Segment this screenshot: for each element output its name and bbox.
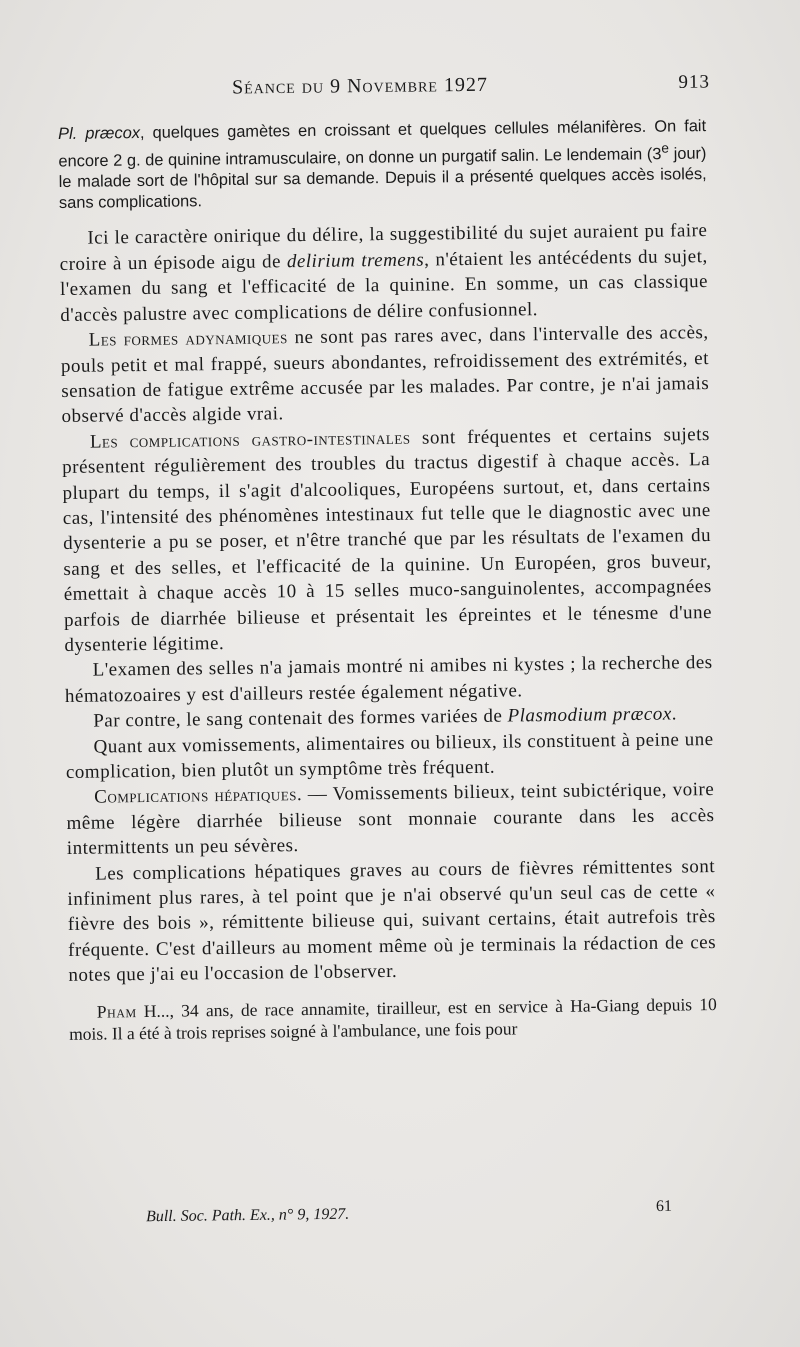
paragraph-1-seg-1: delirium tremens [286, 249, 425, 273]
paragraph-5-seg-0: Par contre, le sang contenait des formes variées de [93, 705, 508, 732]
case-note-text: H..., 34 ans, de race annamite, tirailleur, est en service à Ha-Giang depuis 10 mois. Il a été à trois reprises soigné à l'ambulance, une fois pour [68, 993, 717, 1044]
paragraph-2-seg-1: ne sont pas rares avec, dans l'intervalle des accès, pouls petit et mal frappé, sueurs abondantes, refroidissement des extrémités, et sensation de fatigue extrême accusée par les malades. Par contre, je n'ai jamais observé d'accès algide vrai. [60, 322, 710, 428]
paragraph-1 [59, 219, 708, 329]
page-number: 913 [678, 71, 711, 93]
paragraph-4-seg-0: L'examen des selles n'a jamais montré ni amibes ni kystes ; la recherche des hématozoaires y est d'ailleurs restée également négative. [64, 652, 713, 707]
paragraph-6-seg-0: Quant aux vomissements, alimentaires ou bilieux, ils constituent à peine une complication, bien plutôt un symptôme très fréquent. [65, 728, 714, 783]
paragraph-6 [65, 727, 714, 786]
paragraph-0-seg-2: e [661, 140, 670, 156]
case-note [69, 993, 717, 1045]
paragraph-4 [65, 650, 714, 709]
paragraph-0-seg-0: Pl. præcox [58, 124, 141, 143]
case-note-name: Pham [96, 1000, 137, 1022]
paragraph-1-seg-2: , n'étaient les antécédents du sujet, l'examen du sang et l'efficacité de la quinine. En somme, un cas classique d'accès palustre avec complications de délire confusionnel. [59, 245, 709, 326]
paragraph-7-seg-0: Complications hépatiques. [94, 784, 303, 809]
paragraph-8-seg-0: Les complications hépatiques graves au cours de fièvres rémittentes sont infiniment plus rares, à tel point que je n'ai observé qu'un seul cas de cette « fièvre des bois », rémittente bilieuse qui, suivant certains, était autrefois très fréquente. C'est d'ailleurs au moment même où je terminais la rédaction de ces notes que j'ai eu l'occasion de l'observer. [67, 855, 717, 987]
page-footer [145, 1197, 673, 1226]
paragraph-0 [58, 116, 707, 214]
footer-citation: Bull. Soc. Path. Ex., n° 9, 1927. [145, 1205, 350, 1226]
paragraph-8 [67, 854, 717, 989]
paragraph-3-seg-0: Les complications gastro-intestinales [89, 427, 411, 453]
footer-signature: 61 [655, 1197, 673, 1215]
paragraph-5-seg-1: Plasmodium præcox [507, 703, 672, 727]
paragraph-1-seg-0: Ici le caractère onirique du délire, la suggestibilité du sujet auraient pu faire croire à un épisode aigu de [59, 220, 708, 275]
body-text [58, 116, 717, 1045]
paragraph-0-seg-3: jour) le malade sort de l'hôpital sur sa demande. Depuis il a présenté quelques accès isolés, sans complications. [58, 144, 707, 213]
running-header [232, 71, 710, 99]
paragraph-3 [62, 422, 713, 659]
paragraph-7-seg-1: — Vomissements bilieux, teint subictérique, voire même légère diarrhée bilieuse sont monnaie courante dans les accès intermittents un peu sévères. [66, 779, 715, 860]
paragraph-0-seg-1: , quelques gamètes en croissant et quelques cellules mélanifères. On fait encore 2 g. de quinine intramusculaire, on donne un purgatif salin. Le lendemain (3 [58, 117, 707, 171]
paragraph-7 [66, 777, 715, 861]
paragraph-3-seg-1: sont fréquentes et certains sujets présentent régulièrement des troubles du tractus digestif à chaque accès. La plupart du temps, il s'agit d'alcooliques, Européens surtout, et, dans certains cas, l'intensité des phénomènes intestinaux fut telle que le diagnostic avec une dysenterie a pu se poser, et n'être tranché que par les résultats de l'examen du sang et des selles, et l'efficacité de la quinine. Un Européen, gros buveur, émettait à chaque accès 10 à 15 selles muco-sanguinolentes, accompagnées parfois de diarrhée bilieuse et présentait les épreintes et le ténesme d'une dysenterie légitime. [62, 423, 713, 656]
header-title: Séance du 9 Novembre 1927 [231, 73, 489, 99]
paragraph-2 [60, 320, 709, 430]
paragraph-5-seg-2: . [671, 703, 678, 725]
paragraph-2-seg-0: Les formes adynamiques [88, 327, 288, 351]
